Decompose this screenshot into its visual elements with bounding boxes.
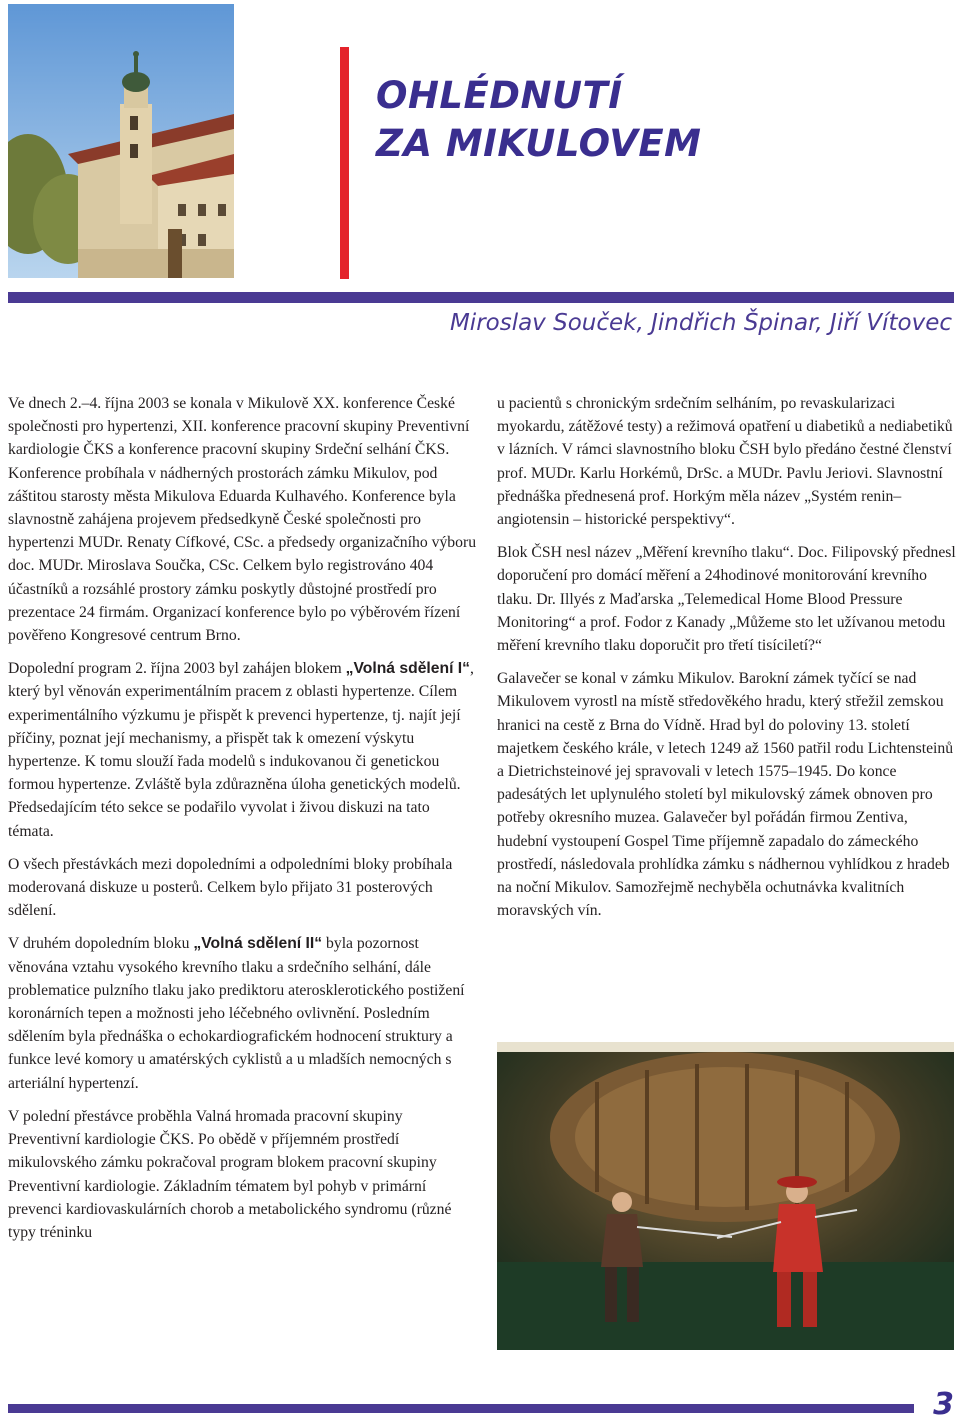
paragraph: Galavečer se konal v zámku Mikulov. Barokní zámek tyčící se nad Mikulovem vyrostl na místě středověkého hradu, který střežil zemskou hranici na cestě z Brna do Vídně. Hrad byl do poloviny 13. století majetkem českého krále, v letech 1249 až 1560 patřil rodu Lichtensteinů a Dietrichsteinové jej spravovali v letech 1575–1945. Do konce padesátých let uplynulého století byl mikulovský zámek obnoven pro potřeby okresního muzea. Galavečer byl pořádán firmou Zentiva, hudební vystoupení Gospel Time příjemně zapadalo do zámeckého prostředí, následovala prohlídka zámku s nádhernou vyhlídkou z hradeb na noční Mikulov. Samozřejmě nechyběla ochutnávka kvalitních moravských vín. xyxy=(497,670,954,920)
paragraph: O všech přestávkách mezi dopoledními a odpoledními bloky probíhala moderovaná diskuze u posterů. Celkem bylo přijato 31 posterových sdělení. xyxy=(8,855,453,920)
castle-photo xyxy=(8,4,234,278)
paragraph: u pacientů s chronickým srdečním selháním, po revaskularizaci myokardu, zátěžové testy) a režimová opatření u diabetiků a nediabetiků v lázních. V rámci slavnostního bloku ČSH bylo předáno čestné členství prof. MUDr. Karlu Horkémů, DrSc. a MUDr. Pavlu Jeriovi. Slavnostní přednáška přednesená prof. Horkým měla název „Systém renin–angiotensin – historické perspektivy“. xyxy=(497,395,953,529)
paragraph xyxy=(8,932,478,1094)
session-name: „Volná sdělení II“ xyxy=(193,935,323,953)
text-run: Dopolední program 2. října 2003 byl zahájen blokem xyxy=(8,660,346,678)
footer-divider xyxy=(8,1404,914,1413)
paragraph: Ve dnech 2.–4. října 2003 se konala v Mikulově XX. konference České společnosti pro hypertenzi, XII. konference pracovní skupiny Preventivní kardiologie ČKS a konference pracovní skupiny Srdeční selhání ČKS. Konference probíhala v nádherných prostorách zámku Mikulov, pod záštitou starosty města Mikulova Eduarda Kulhavého. Konference byla slavnostně zahájena projevem předsedkyně České společnosti pro hypertenzi MUDr. Renaty Cífkové, CSc. a předsedy organizačního výboru doc. MUDr. Miroslava Součka, CSc. Celkem bylo registrováno 404 účastníků a rozsáhlé prostory zámku poskytly důstojné prostředí pro prezentace 24 firmám. Organizací konference bylo po výběrovém řízení pověřeno Kongresové centrum Brno. xyxy=(8,395,477,645)
right-column xyxy=(497,392,957,932)
sword-fight-photo xyxy=(497,1042,954,1350)
header-divider xyxy=(8,292,954,303)
paragraph xyxy=(8,657,478,843)
accent-bar xyxy=(340,47,349,279)
session-name: „Volná sdělení I“ xyxy=(345,660,471,678)
title-line-2: ZA MIKULOVEM xyxy=(376,122,702,165)
title-line-1: OHLÉDNUTÍ xyxy=(376,74,623,117)
page-number: 3 xyxy=(933,1387,954,1422)
article-authors: Miroslav Souček, Jindřich Špinar, Jiří Vítovec xyxy=(449,310,952,336)
text-run: V druhém dopoledním bloku xyxy=(8,935,194,953)
text-run: , který byl věnován experimentálním pracem z oblasti hypertenze. Cílem experimentálního výzkumu je přispět k prevenci hypertenze, tj. najít její příčiny, poznat její mechanismy, a přispět tak k omezení výskytu hypertenze. K tomu slouží řada modelů s indukovanou či genetickou formou hypertenze. Zvláště byla zdůrazněna úloha genetických modelů. Předsedajícím této sekce se podařilo vyvolat i živou diskuzi na tato témata. xyxy=(8,660,474,840)
left-column xyxy=(8,392,478,1254)
text-run: byla pozornost věnována vztahu vysokého krevního tlaku a srdečního selhání, dále problematice pulzního tlaku jako prediktoru aterosklerotického postižení koronárních tepen a možnosti jeho léčebného ovlivnění. Posledním sdělením byla přednáška o echokardiografickém hodnocení struktury a funkce levé komory u amatérských cyklistů a u mladších nemocných s arteriální hypertenzí. xyxy=(8,935,465,1092)
paragraph: V polední přestávce proběhla Valná hromada pracovní skupiny Preventivní kardiologie ČKS. Po obědě v příjemném prostředí mikulovského zámku pokračoval program blokem pracovní skupiny Preventivní kardiologie. Základním tématem byl pohyb v primární prevenci kardiovaskulárních chorob a metabolického syndromu (různé typy tréninku xyxy=(8,1107,452,1241)
article-title xyxy=(376,72,701,168)
paragraph: Blok ČSH nesl název „Měření krevního tlaku“. Doc. Filipovský přednesl doporučení pro domácí měření a 24hodinové monitorování krevního tlaku. Dr. Illyés z Maďarska „Telemedical Home Blood Pressure Monitoring“ a prof. Fodor z Kanady „Můžeme sto let užívanou metodu měření krevního tlaku doporučit pro třetí tisíciletí?“ xyxy=(497,544,956,655)
